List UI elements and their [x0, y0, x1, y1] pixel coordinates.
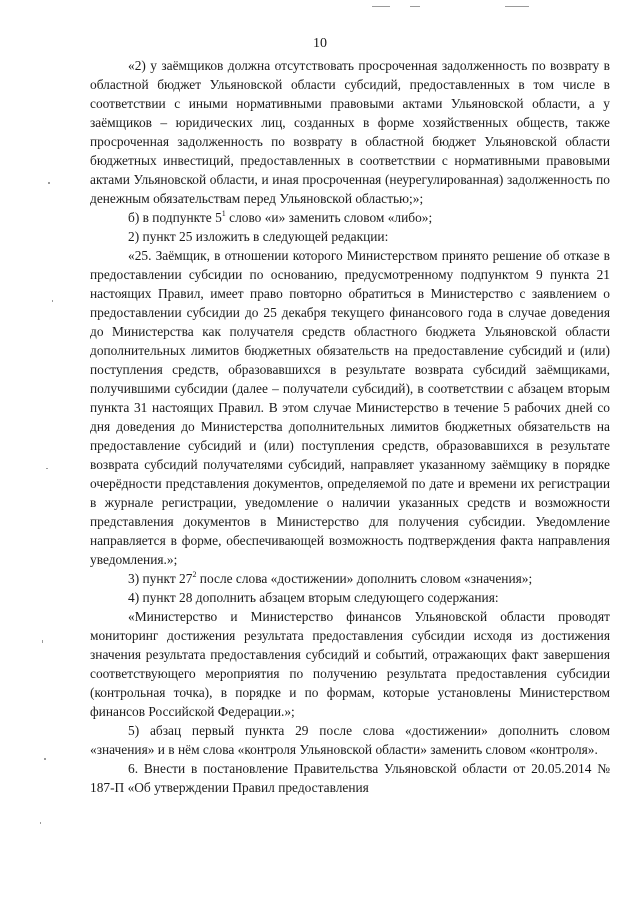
text-run: «2) у заёмщиков должна отсутствовать просроченная задолженность по возврату в областной бюджет Ульяновской области субсидий, предоставленных в том числе в соответствии с иными нормативными правовыми актами Ульяновской области, а у заёмщиков – юридических лиц, созданных в форме хозяйственных обществ, также просроченная задолженность по возврату в областной бюджет Ульяновской области бюджетных инвестиций, предоставленных в соответствии с нормативными правовыми актами Ульяновской области, и иная просроченная (неурегулированная) задолженность по денежным обязательствам перед Ульяновской областью;»; [90, 58, 610, 206]
text-run: «Министерство и Министерство финансов Ульяновской области проводят мониторинг достижения результата предоставления субсидии исходя из достижения значения результата предоставления субсидий и событий, отражающих факт завершения соответствующего мероприятия по получению результата предоставления субсидии (контрольная точка), в порядке и по формам, которые установлены Министерством финансов Российской Федерации.»; [90, 609, 610, 719]
text-run: 5) абзац первый пункта 29 после слова «достижении» дополнить словом «значения» и в нём слова «контроля Ульяновской области» заменить словом «контроля». [90, 723, 610, 757]
paragraph-p8 [90, 721, 610, 759]
scan-speck [52, 300, 53, 302]
superscript: 1 [221, 209, 226, 218]
paragraph-p3 [90, 227, 610, 246]
scan-speck [48, 182, 50, 184]
paragraph-p1 [90, 56, 610, 208]
text-run: после слова «достижении» дополнить словом «значения»; [196, 571, 533, 586]
text-run: 3) пункт 27 [128, 571, 193, 586]
text-run: 4) пункт 28 дополнить абзацем вторым следующего содержания: [128, 590, 499, 605]
page-number: 10 [313, 36, 327, 51]
paragraph-p9 [90, 759, 610, 797]
paragraph-p2 [90, 208, 610, 227]
superscript: 2 [192, 570, 197, 579]
text-run: слово «и» заменить словом «либо»; [225, 210, 433, 225]
text-run: б) в подпункте 5 [128, 210, 222, 225]
scan-speck [410, 6, 420, 7]
text-run: «25. Заёмщик, в отношении которого Министерством принято решение об отказе в предоставлении субсидии по основанию, предусмотренному подпунктом 9 пункта 21 настоящих Правил, имеет право повторно обратиться в Министерство с заявлением о предоставлении субсидии до 25 декабря текущего финансового года в случае доведения до Министерства как получателя средств областного бюджета Ульяновской области дополнительных лимитов бюджетных обязательств на предоставление субсидий и (или) поступления средств, образовавшихся в результате возврата субсидий заёмщиками, получившими субсидии (далее – получатели субсидий), в соответствии с абзацем вторым пункта 31 настоящих Правил. В этом случае Министерство в течение 5 рабочих дней со дня доведения до Министерства дополнительных лимитов бюджетных обязательств на предоставление субсидий и (или) поступления средств, образовавшихся в результате возврата субсидий получателями субсидий, направляет указанному заёмщику в порядке очерёдности представления документов, определяемой по дате и времени их регистрации в журнале регистрации, уведомление о наличии указанных средств и возможности представления документов в Министерство для получения субсидии. Уведомление направляется в форме, обеспечивающей возможность подтверждения факта направления уведомления.»; [90, 248, 610, 567]
scan-speck [42, 640, 43, 643]
scan-speck [44, 758, 46, 760]
text-run: 6. Внести в постановление Правительства Ульяновской области от 20.05.2014 № 187-П «Об утверждении Правил предоставления [90, 761, 610, 795]
scan-speck [372, 6, 390, 7]
paragraph-p7 [90, 607, 610, 721]
text-run: 2) пункт 25 изложить в следующей редакции: [128, 229, 389, 244]
scan-speck [46, 468, 48, 469]
scan-speck [505, 6, 529, 7]
paragraph-p4 [90, 246, 610, 569]
paragraph-p6 [90, 588, 610, 607]
scan-speck [40, 822, 41, 824]
document-body [90, 56, 610, 797]
paragraph-p5 [90, 569, 610, 588]
